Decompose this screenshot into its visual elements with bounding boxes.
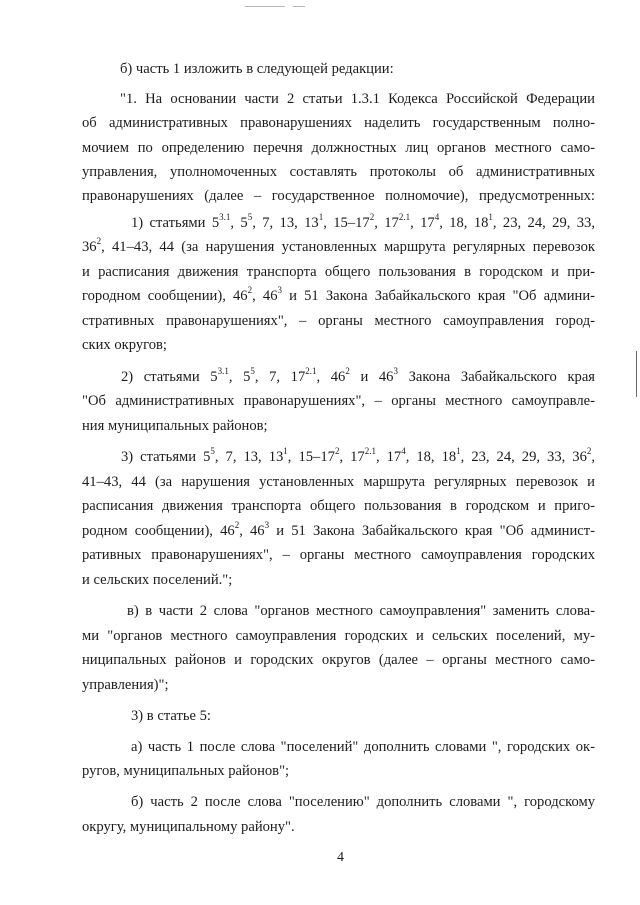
superscript: 3	[277, 285, 282, 296]
text-line: и расписания движения транспорта общего пользования в городском и при-	[82, 264, 595, 280]
superscript: 2	[234, 520, 240, 531]
superscript: 3	[393, 366, 398, 377]
text-line: управления)";	[82, 677, 169, 693]
paragraph-b-line: б) часть 1 изложить в следующей редакции:	[120, 61, 394, 77]
text-line: 3) статьями $5^5$, 7, 13, $13^1$, $15-17^2$, $17^{2.1}$, $17^4$, 18, $18^1$, 23, 24, 29, 33, $36^2$,	[121, 446, 596, 465]
text-line: 3) в статье 5:	[131, 708, 211, 724]
text-line: и сельских поселений.";	[82, 572, 233, 588]
page-number: 4	[337, 850, 344, 865]
text-line: а) часть 1 после слова "поселений" дополнить словами ", городских ок-	[131, 739, 595, 755]
superscript: 5	[247, 212, 253, 223]
superscript: 2.1	[364, 446, 376, 457]
text-line: ниципальных районов и городских округов (далее – органы местного само-	[82, 652, 595, 668]
text-line: ми "органов местного самоуправления городских и сельских поселений, му-	[82, 628, 595, 644]
text-line: в) в части 2 слова "органов местного самоуправления" заменить слова-	[127, 603, 595, 619]
text-line: 1) статьями $5^{3.1}$, $5^5$, 7, 13, $13^1$, $15-17^2$, $17^{2.1}$, $17^4$, 18, $18^1$, 23, 24, 29, 33,	[131, 212, 595, 231]
scan-edge-mark	[293, 6, 305, 7]
superscript: 2	[586, 446, 592, 457]
superscript: 2	[334, 446, 340, 457]
text-line: 41–43, 44 (за нарушения установленных маршрута регулярных перевозок и	[82, 474, 595, 490]
text-line: ративных правонарушениях", – органы местного самоуправления городских	[82, 547, 595, 563]
superscript: 1	[488, 212, 493, 223]
superscript: 2	[369, 212, 375, 223]
text-line: мочием по определению перечня должностных лиц органов местного само-	[82, 140, 595, 156]
scan-edge-mark	[245, 6, 285, 7]
superscript: 3.1	[217, 366, 229, 377]
superscript: 2.1	[398, 212, 411, 223]
text-line: б) часть 2 после слова "поселению" дополнить словами ", городскому	[131, 794, 595, 810]
text-line: об административных правонарушениях наделить государственным полно-	[82, 115, 595, 131]
scan-edge-line	[636, 351, 637, 397]
superscript: 5	[250, 366, 255, 377]
text-line: родном сообщении), $46^2$, $46^3$ и 51 Закона Забайкальского края "Об админист-	[82, 520, 595, 539]
text-line: 2) статьями $5^{3.1}$, $5^5$, 7, $17^{2.1}$, $46^2$ и $46^3$ Закона Забайкальского края	[121, 366, 596, 385]
superscript: 4	[434, 212, 440, 223]
text-line: ния муниципальных районов;	[82, 418, 268, 434]
superscript: 3.1	[219, 212, 231, 223]
text-line: "Об административных правонарушениях", – органы местного самоуправле-	[82, 393, 595, 409]
superscript: 2.1	[305, 366, 317, 377]
text-line: расписания движения транспорта общего пользования в городском и приго-	[82, 498, 595, 514]
superscript: 5	[210, 446, 215, 457]
text-line: ских округов;	[82, 337, 167, 353]
text-line: управления, уполномоченных составлять протоколы об административных	[82, 164, 595, 180]
superscript: 4	[401, 446, 406, 457]
text-line: стративных правонарушениях", – органы местного самоуправления город-	[82, 313, 595, 329]
superscript: 1	[283, 446, 288, 457]
superscript: 1	[318, 212, 324, 223]
superscript: 2	[96, 236, 102, 247]
text-line: правонарушениях (далее – государственное полномочие), предусмотренных:	[82, 188, 595, 204]
text-line: "1. На основании части 2 статьи 1.3.1 Кодекса Российской Федерации	[120, 91, 595, 107]
superscript: 3	[264, 520, 270, 531]
text-line: $36^2$, 41–43, 44 (за нарушения установленных маршрута регулярных перевозок	[82, 236, 595, 255]
superscript: 2	[247, 285, 253, 296]
superscript: 1	[456, 446, 461, 457]
text-line: округу, муниципальному району".	[82, 819, 295, 835]
text-line: ругов, муниципальных районов";	[82, 763, 290, 779]
superscript: 2	[345, 366, 350, 377]
text-line: городном сообщении), $46^2$, $46^3$ и 51 Закона Забайкальского края "Об админи-	[82, 285, 596, 304]
